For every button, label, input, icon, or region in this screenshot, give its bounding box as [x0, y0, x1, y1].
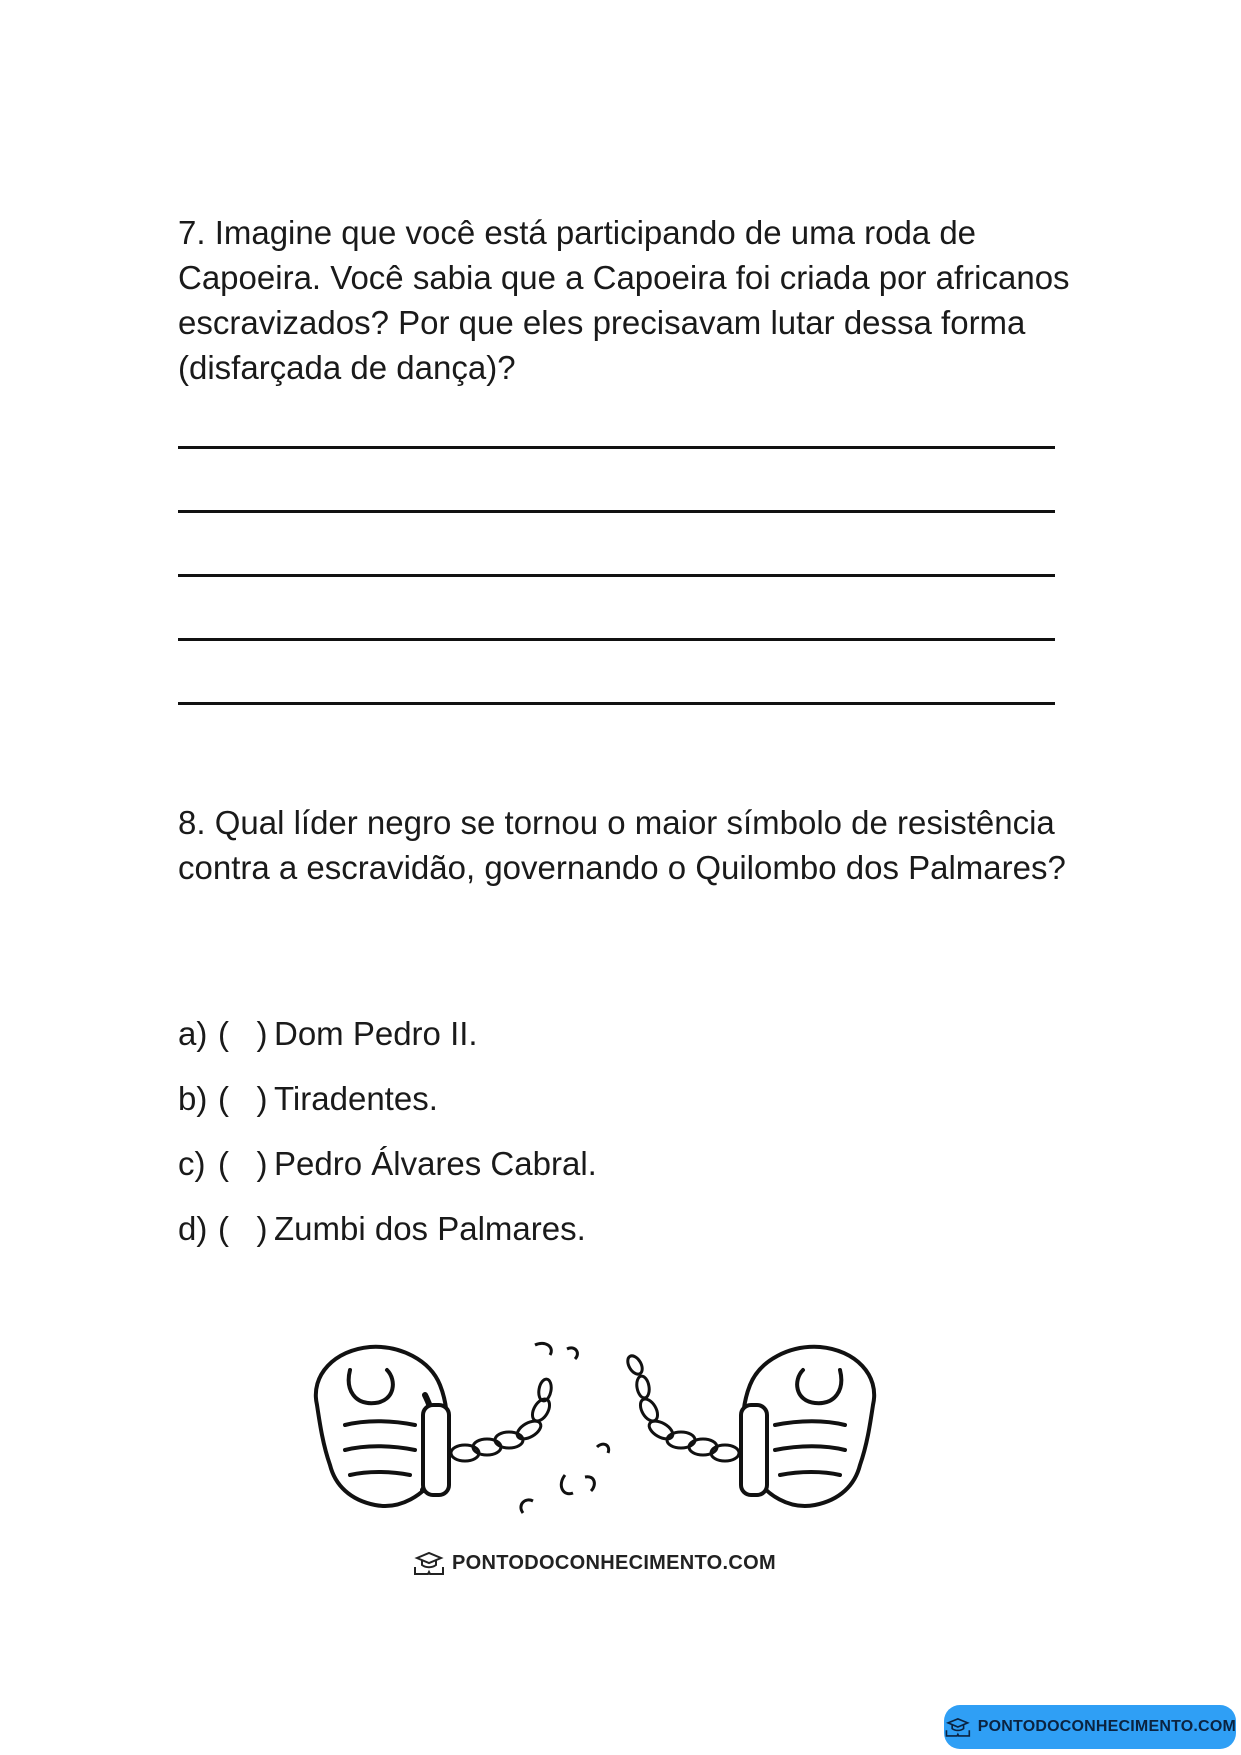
answer-line[interactable] [178, 638, 1055, 641]
answer-line[interactable] [178, 574, 1055, 577]
broken-chain-icon [451, 1343, 739, 1513]
option-checkbox[interactable]: ( ) [218, 1210, 268, 1247]
right-fist-icon [741, 1347, 874, 1506]
footer-website-badge[interactable] [944, 1705, 1236, 1749]
option-letter: b) [178, 1080, 208, 1117]
option-label: Pedro Álvares Cabral. [274, 1145, 597, 1182]
badge-text: PONTODOCONHECIMENTO.COM [977, 1718, 1236, 1735]
option-c[interactable] [178, 1144, 597, 1184]
option-checkbox[interactable]: ( ) [218, 1015, 268, 1052]
left-fist-icon [316, 1347, 449, 1506]
option-checkbox[interactable]: ( ) [218, 1145, 268, 1182]
site-logo [412, 1550, 776, 1576]
option-label: Tiradentes. [274, 1080, 438, 1117]
answer-line[interactable] [178, 702, 1055, 705]
option-checkbox[interactable]: ( ) [218, 1080, 268, 1117]
question-8-text: 8. Qual líder negro se tornou o maior símbolo de resistência contra a escravidão, governando o Quilombo dos Palmares? [178, 804, 1066, 886]
option-letter: d) [178, 1210, 208, 1247]
option-label: Zumbi dos Palmares. [274, 1210, 586, 1247]
question-7-text: 7. Imagine que você está participando de uma roda de Capoeira. Você sabia que a Capoeira foi criada por africanos escravizados? Por que eles precisavam lutar dessa forma (disfarçada de dança)? [178, 214, 1070, 386]
option-b[interactable] [178, 1079, 438, 1119]
option-letter: c) [178, 1145, 206, 1182]
logo-text: PONTODOCONHECIMENTO.COM [452, 1551, 776, 1574]
graduation-cap-book-icon [944, 1716, 972, 1738]
broken-chains-fists-illustration [305, 1335, 885, 1535]
answer-line[interactable] [178, 510, 1055, 513]
option-a[interactable] [178, 1014, 478, 1054]
option-d[interactable] [178, 1209, 586, 1249]
graduation-cap-book-icon [412, 1550, 446, 1576]
option-label: Dom Pedro II. [274, 1015, 478, 1052]
answer-line[interactable] [178, 446, 1055, 449]
option-letter: a) [178, 1015, 208, 1052]
